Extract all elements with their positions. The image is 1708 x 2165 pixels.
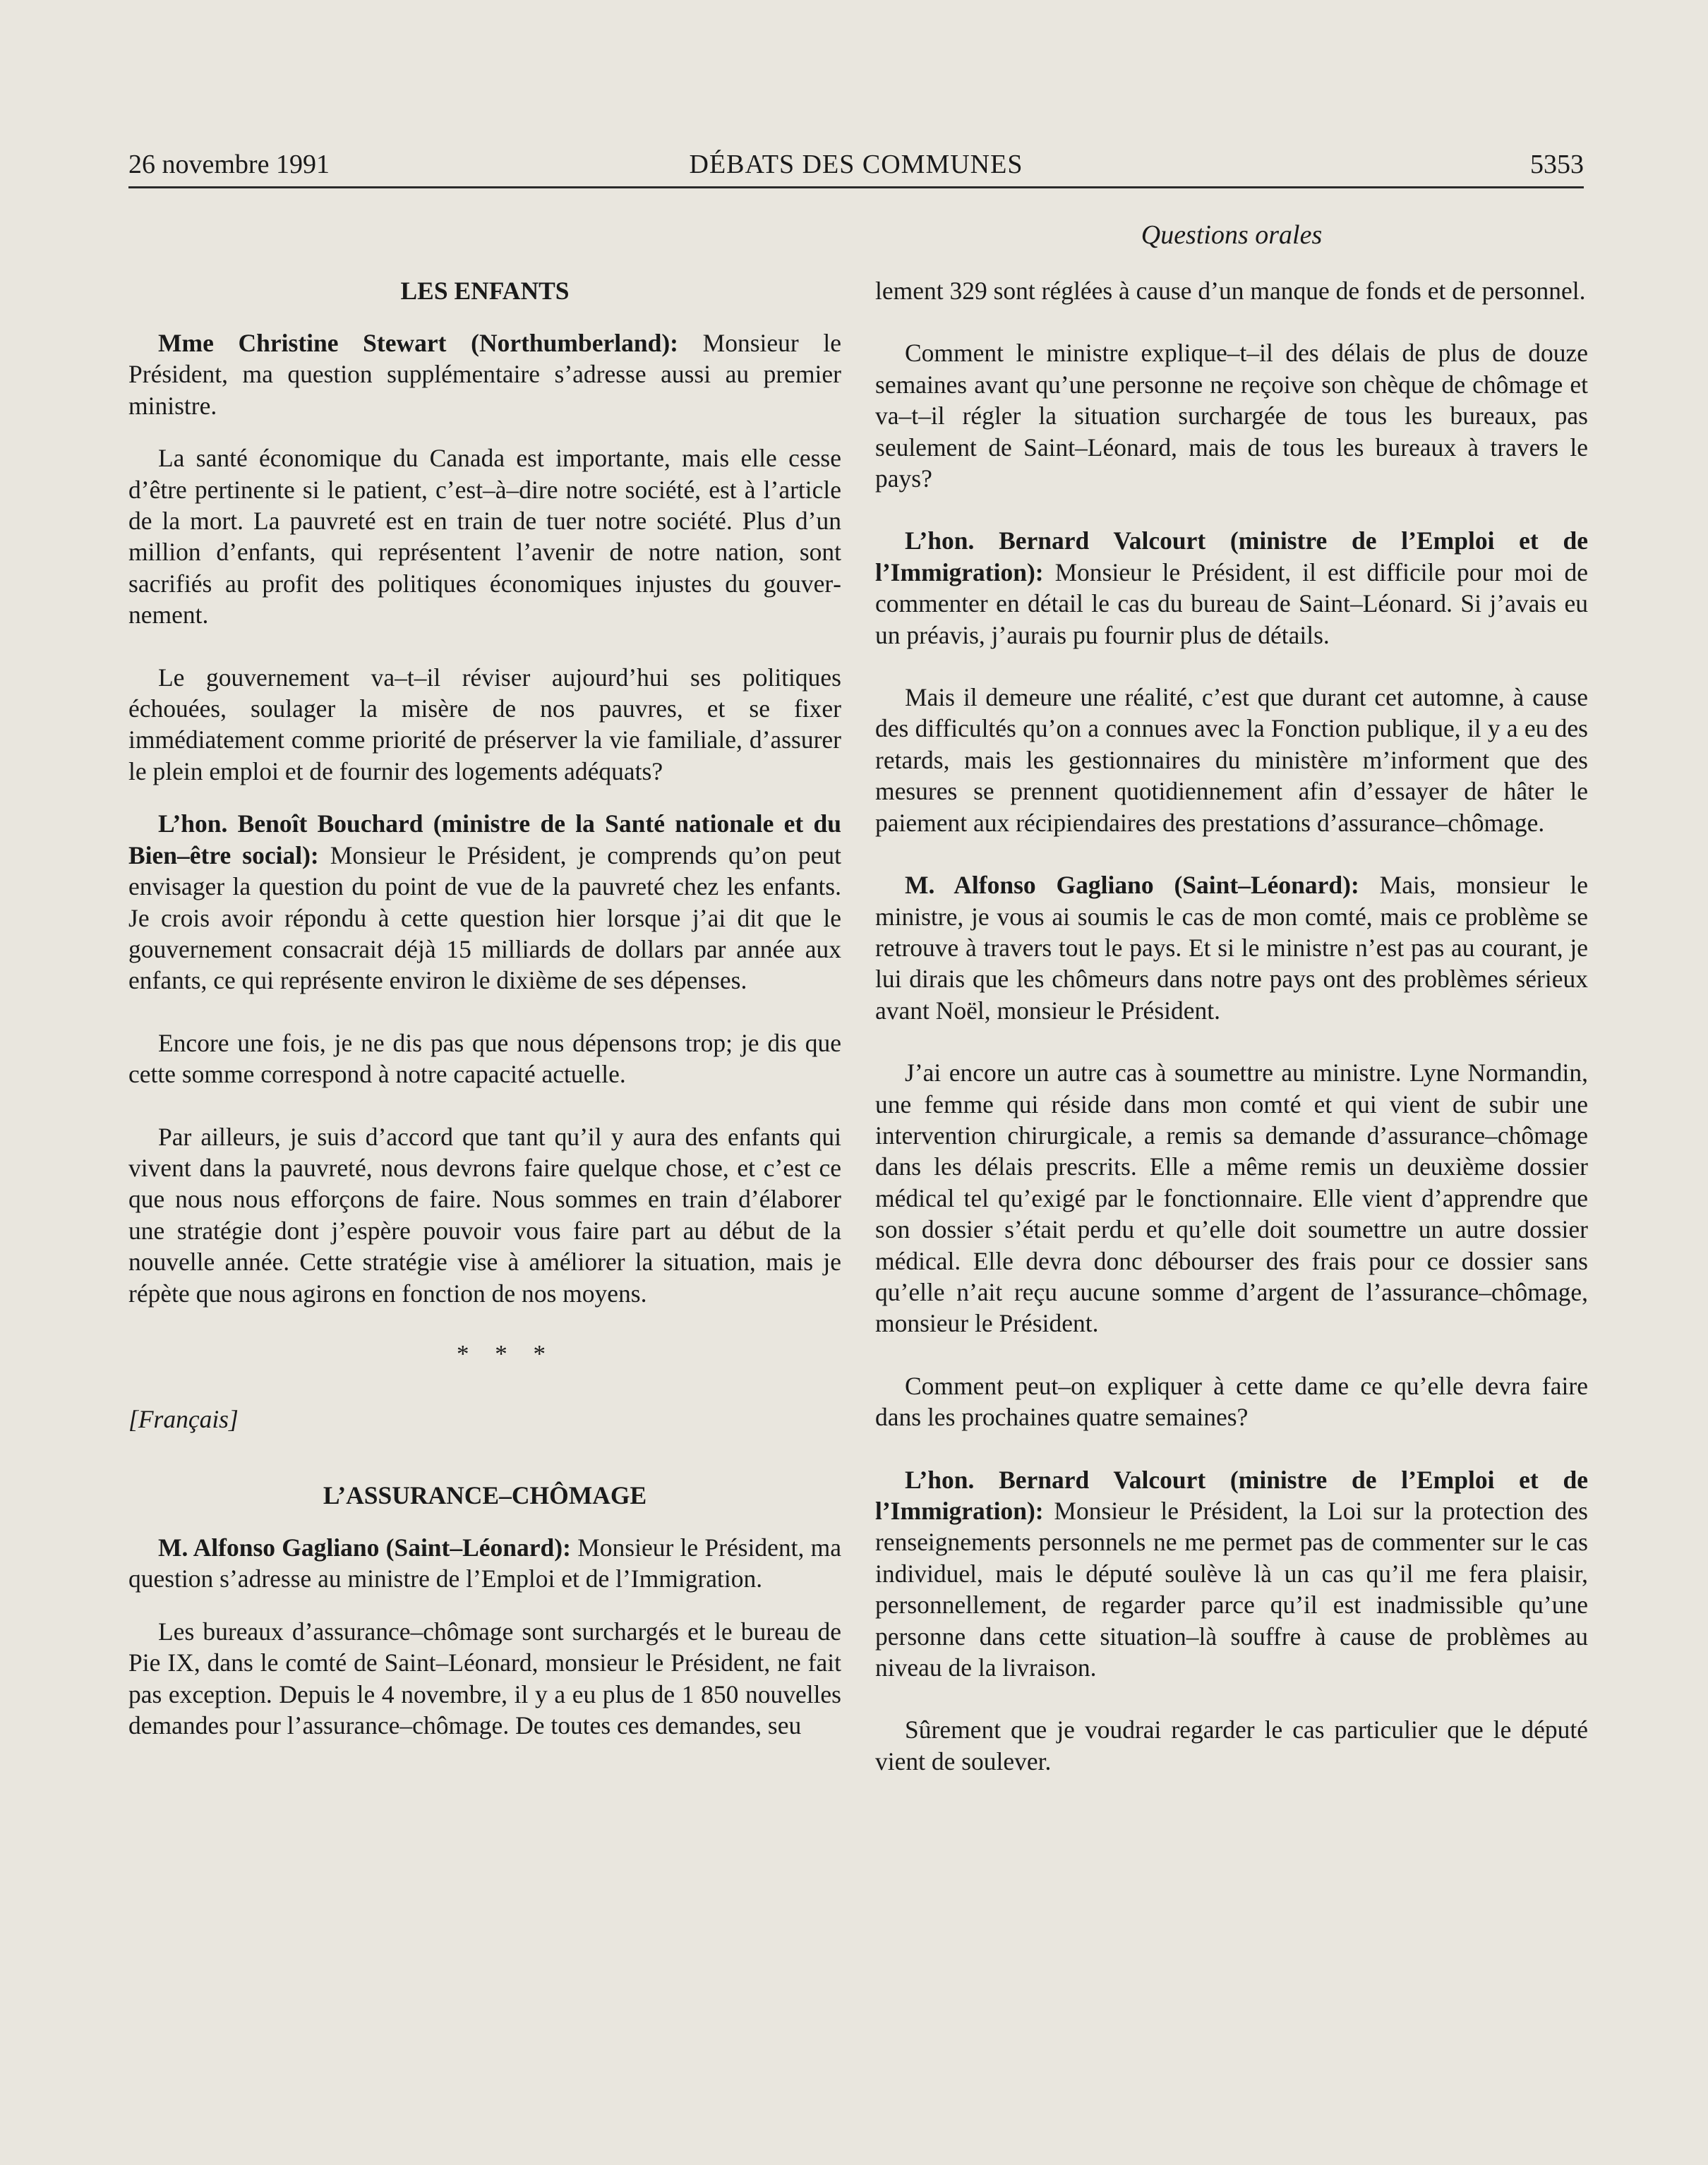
paragraph: Le gouvernement va–t–il réviser aujourd’hui ses politiques échouées, soulager la misère de nos pauvres, et se fixer immédiatement comme priorité de préserver la vie familiale, d’assurer le plein emploi et de fournir des logements adéquats? — [128, 663, 841, 785]
paragraph: Mais il demeure une réalité, c’est que durant cet automne, à cause des difficultés qu’on a connues avec la Fonction publique, il y a eu des retards, mais les gestionnaires du ministère m’informent que des mesures se prennent quotidiennement afin d’essayer de hâter le paiement aux récipiendaires des prestations d’assurance–chômage. — [875, 683, 1588, 837]
speaker-name: M. Alfonso Gagliano (Saint–Léonard): — [905, 871, 1359, 900]
speaker-name: L’hon. Bernard Valcourt (ministre de l’Emploi et de l’Immigration): — [875, 1465, 1588, 1525]
speech-text: Monsieur le Président, ma question supplémentaire s’adresse aussi au premier ministre. — [128, 329, 841, 420]
paragraph: Comment peut–on expliquer à cette dame ce qu’elle devra faire dans les prochaines quatre semaines? — [875, 1371, 1588, 1432]
paragraph — [128, 808, 841, 996]
page-header — [128, 145, 1584, 188]
section-running-head: Questions orales — [1141, 220, 1323, 250]
header-title: DÉBATS DES COMMUNES — [689, 150, 1023, 179]
left-column — [128, 275, 841, 1762]
speech-text: Monsieur le Président, il est difficile pour moi de commenter en détail le cas du bureau de Saint–Léonard. Si j’avais eu un préavis, j’aurais pu fournir plus de détails. — [875, 557, 1588, 649]
paragraph: Par ailleurs, je suis d’accord que tant qu’il y aura des enfants qui vivent dans la pauvreté, nous devrons faire quelque chose, et c’est ce que nous nous efforçons de faire. Nous sommes en train d’élaborer une stratégie dont j’espère pouvoir vous faire part au début de la nouvelle année. Cette stratégie vise à améliorer la situation, mais je répète que nous agirons en fonction de nos moyens. — [128, 1122, 841, 1308]
paragraph — [875, 869, 1588, 1026]
paragraph: Sûrement que je voudrai regarder le cas particulier que le député vient de soulever. — [875, 1715, 1588, 1775]
paragraph — [875, 1464, 1588, 1684]
paragraph: Encore une fois, je ne dis pas que nous dépensons trop; je dis que cette somme correspond à notre capacité actuelle. — [128, 1028, 841, 1089]
section-title-enfants: LES ENFANTS — [400, 277, 570, 305]
section-separator: * * * — [457, 1339, 555, 1368]
right-column — [875, 275, 1588, 1798]
paragraph: Comment le ministre explique–t–il des délais de plus de douze semaines avant qu’une personne ne reçoive son chèque de chômage et va–t–il régler la situation surchargée de tous les bureaux, pas seulement de Saint–Léonard, mais de tous les bureaux à travers le pays? — [875, 339, 1588, 493]
speaker-name: Mme Christine Stewart (Northumberland): — [158, 329, 678, 357]
paragraph: La santé économique du Canada est importante, mais elle cesse d’être pertinente si le patient, c’est–à–dire notre société, est à l’article de la mort. La pauvreté est en train de tuer notre société. Plus d’un million d’enfants, qui représentent l’avenir de notre nation, sont sacrifiés au profit des politiques économiques injustes du gouvernement. — [128, 444, 841, 629]
paragraph — [875, 525, 1588, 651]
paragraph: Les bureaux d’assurance–chômage sont surchargés et le bureau de Pie IX, dans le comté de Saint–Léonard, monsieur le Président, ne fait pas exception. Depuis le 4 novembre, il y a eu plus de 1 850 nouvelles demandes pour l’assurance–chômage. De toutes ces demandes, seu — [128, 1617, 841, 1739]
paragraph — [128, 1532, 841, 1595]
speaker-name: M. Alfonso Gagliano (Saint–Léonard): — [158, 1533, 571, 1562]
speaker-name: L’hon. Benoît Bouchard (ministre de la Santé nationale et du Bien–être social): — [128, 809, 841, 869]
section-title-assurance-chomage: L’ASSURANCE–CHÔMAGE — [323, 1480, 647, 1509]
speech-text: Monsieur le Président, je comprends qu’on peut envisager la question du point de vue de la pauvreté chez les enfants. Je crois avoir répondu à cette question hier lorsque j’ai dit que le gouvernement consacrait déjà 15 milliards de dollars par année aux enfants, ce qui représente environ le dixième de ses dépenses. — [128, 840, 842, 995]
paragraph-continued: lement 329 sont réglées à cause d’un manque de fonds et de personnel. — [875, 277, 1586, 305]
speaker-name: L’hon. Bernard Valcourt (ministre de l’Emploi et de l’Immigration): — [875, 526, 1588, 586]
header-page-number: 5353 — [1530, 150, 1584, 179]
language-tag: [Français] — [128, 1404, 239, 1433]
header-date: 26 novembre 1991 — [128, 150, 330, 179]
paragraph — [128, 327, 841, 421]
paragraph: J’ai encore un autre cas à soumettre au ministre. Lyne Normandin, une femme qui réside dans mon comté et qui vient de subir une intervention chirurgicale, a remis sa demande d’assurance–chômage dans les délais prescrits. Elle a même remis un deuxième dossier médical tel qu’exigé par le fonctionnaire. Elle vient d’apprendre que son dossier s’était perdu et qu’elle doit soumettre un autre dossier médical. Elle devra donc débourser des frais pour ce dossier sans qu’elle n’ait reçu aucune somme d’argent de l’assurance–chômage, monsieur le Président. — [875, 1059, 1588, 1338]
speech-text: Mais, monsieur le ministre, je vous ai soumis le cas de mon comté, mais ce problème se retrouve à travers tout le pays. Et si le ministre n’est pas au courant, je lui dirais que les chômeurs dans notre pays ont des problèmes sérieux avant Noël, monsieur le Président. — [875, 871, 1588, 1025]
speech-text: Monsieur le Président, la Loi sur la protection des renseignements personnels ne me permet pas de commenter sur le cas individuel, mais le député soulève là un cas qu’il me fera plaisir, personnellement, de regarder parce qu’il est inadmissible qu’une personne dans cette situation–là souffre à cause de problèmes au niveau de la livraison. — [875, 1497, 1588, 1682]
speech-text: Monsieur le Président, ma question s’adresse au ministre de l’Emploi et de l’Immigration. — [128, 1533, 841, 1593]
